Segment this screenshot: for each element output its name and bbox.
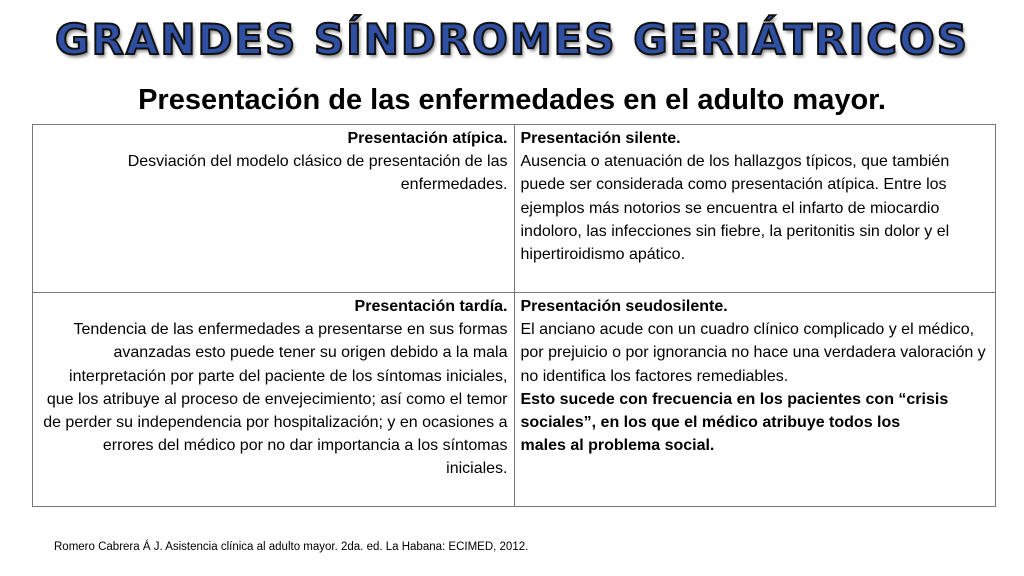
cell-body: Tendencia de las enfermedades a presentarse en sus formas avanzadas esto puede tener su origen debido a la mala interpretación por parte del paciente de los síntomas iniciales, que los atribuye al proceso de envejecimiento; así como el temor de perder su independencia por hospitalización; y en ocasiones a errores del médico por no dar importancia a los síntomas iniciales. [43, 321, 508, 478]
cell-silent-presentation [514, 125, 996, 293]
cell-heading: Presentación atípica. [347, 130, 508, 147]
slide-title: GRANDES SÍNDROMES GERIÁTRICOS [55, 15, 969, 64]
cell-body: Ausencia o atenuación de los hallazgos típicos, que también puede ser considerada como presentación atípica. Entre los ejemplos más notorios se encuentra el infarto de miocardio indoloro, las infecciones sin fiebre, la peritonitis sin dolor y el hipertiroidismo apático. [520, 153, 950, 264]
cell-body: El anciano acude con un cuadro clínico complicado y el médico, por prejuicio o por ignorancia no hace una verdadera valoración y no identifica los factores remediables. [520, 321, 986, 385]
cell-pseudosilent-presentation [514, 293, 996, 507]
table-row [33, 293, 996, 507]
citation-reference: Romero Cabrera Á J. Asistencia clínica al adulto mayor. 2da. ed. La Habana: ECIMED, 2012. [54, 541, 529, 553]
cell-body: Desviación del modelo clásico de presentación de las enfermedades. [127, 153, 508, 194]
cell-body-last-line: males al problema social. [520, 437, 715, 455]
cell-body-emphasis: Esto sucede con frecuencia en los pacientes con “crisis sociales”, en los que el médico atribuye todos los [520, 390, 949, 432]
slide-subtitle: Presentación de las enfermedades en el adulto mayor. [138, 84, 886, 116]
cell-late-presentation [33, 293, 515, 507]
cell-heading: Presentación tardía. [354, 298, 508, 315]
presentation-types-table [32, 124, 996, 507]
cell-heading: Presentación seudosilente. [520, 298, 728, 315]
table-row [33, 125, 996, 293]
cell-heading: Presentación silente. [520, 130, 681, 147]
cell-atypical-presentation [33, 125, 515, 293]
